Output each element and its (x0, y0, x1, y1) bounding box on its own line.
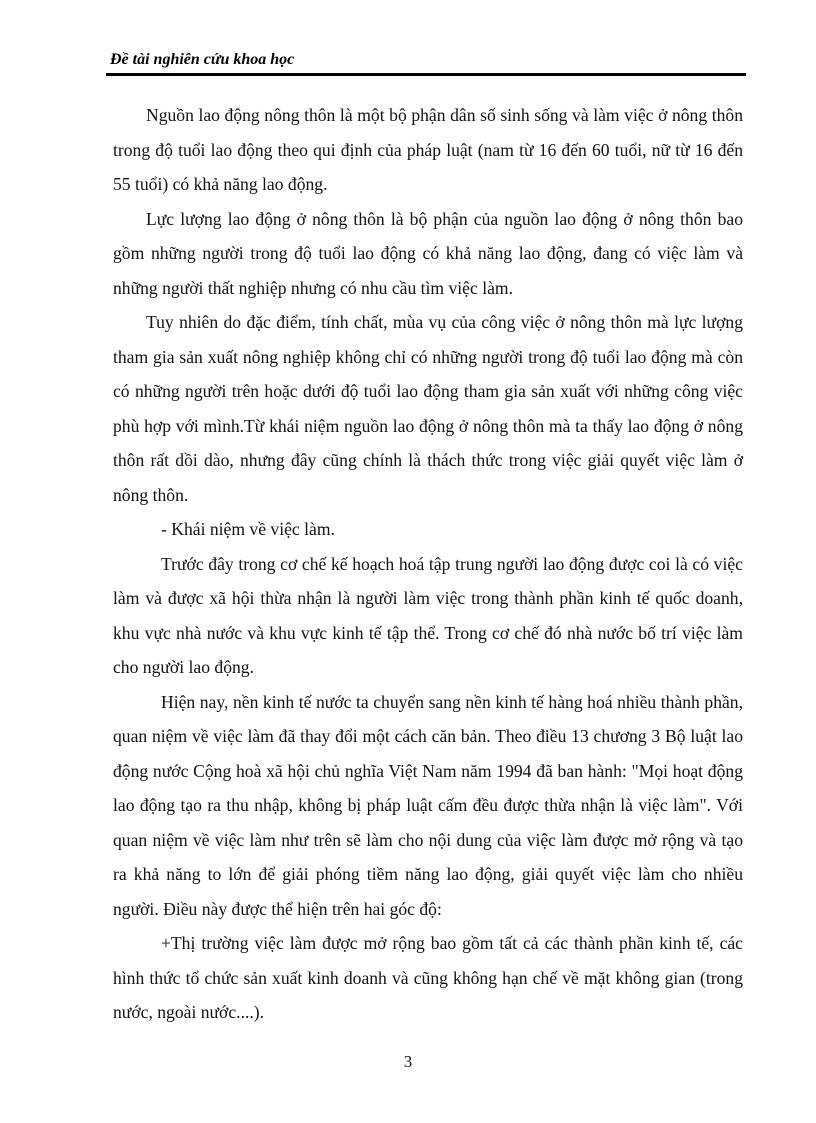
paragraph-current-economy: Hiện nay, nền kinh tế nước ta chuyển sang nền kinh tế hàng hoá nhiều thành phần, quan niệm về việc làm đã thay đổi một cách căn bản. Theo điều 13 chương 3 Bộ luật lao động nước Cộng hoà xã hội chủ nghĩa Việt Nam năm 1994 đã ban hành: "Mọi hoạt động lao động tạo ra thu nhập, không bị pháp luật cấm đều được thừa nhận là việc làm". Với quan niệm về việc làm như trên sẽ làm cho nội dung của việc làm được mở rộng và tạo ra khả năng to lớn để giải phóng tiềm năng lao động, giải quyết việc làm cho nhiều người. Điều này được thể hiện trên hai góc độ: (113, 691, 743, 919)
paragraph-rural-labor-force: Lực lượng lao động ở nông thôn là bộ phận của nguồn lao động ở nông thôn bao gồm những người trong độ tuổi lao động có khả năng lao động, đang có việc làm và những người thất nghiệp nhưng có nhu cầu tìm việc làm. (113, 208, 743, 298)
paragraph-planned-economy: Trước đây trong cơ chế kế hoạch hoá tập trung người lao động được coi là có việc làm và được xã hội thừa nhận là người làm việc trong thành phần kinh tế quốc doanh, khu vực nhà nước và khu vực kinh tế tập thể. Trong cơ chế đó nhà nước bố trí việc làm cho người lao động. (113, 553, 743, 677)
paragraph-rural-labor-source: Nguồn lao động nông thôn là một bộ phận dân số sinh sống và làm việc ở nông thôn trong độ tuổi lao động theo qui định của pháp luật (nam từ 16 đến 60 tuổi, nữ từ 16 đến 55 tuổi) có khả năng lao động. (113, 105, 743, 194)
header-rule (106, 73, 746, 76)
paragraph-labor-characteristics: Tuy nhiên do đặc điểm, tính chất, mùa vụ của công việc ở nông thôn mà lực lượng tham gia sản xuất nông nghiệp không chỉ có những người trong độ tuổi lao động mà còn có những người trên hoặc dưới độ tuổi lao động tham gia sản xuất với những công việc phù hợp với mình.Từ khái niệm nguồn lao động ở nông thôn mà ta thấy lao động ở nông thôn rất dồi dào, nhưng đây cũng chính là thách thức trong việc giải quyết việc làm ở nông thôn. (113, 312, 743, 505)
paragraph-employment-concept-heading: - Khái niệm về việc làm. (161, 519, 335, 539)
paragraph-labor-market: +Thị trường việc làm được mở rộng bao gồm tất cả các thành phần kinh tế, các hình thức tổ chức sản xuất kinh doanh và cũng không hạn chế về mặt không gian (trong nước, ngoài nước....). (113, 933, 743, 1022)
page-number: 3 (403, 1052, 413, 1071)
document-body (113, 98, 743, 1030)
header-title: Đề tài nghiên cứu khoa học (110, 51, 295, 68)
page-header (106, 50, 746, 74)
